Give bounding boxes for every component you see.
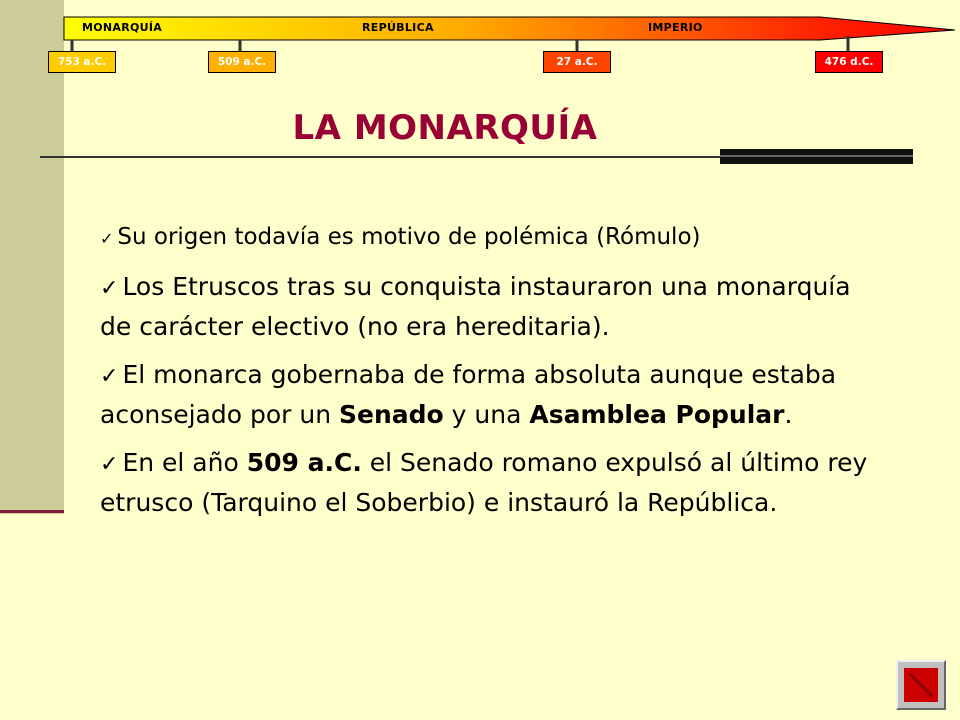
bullet-text: Su origen todavía es motivo de polémica (Rómulo) — [117, 224, 701, 250]
era-label-imperio: IMPERIO — [648, 21, 703, 34]
checkmark-icon: ✓ — [100, 452, 119, 477]
bullet-text-bold: Asamblea Popular — [529, 400, 785, 429]
bullet-text: y una — [443, 400, 530, 429]
bullet-list — [100, 218, 870, 532]
date-box-753: 753 a.C. — [48, 51, 116, 73]
bullet-text: El monarca gobernaba de forma absoluta aunque estaba aconsejado por un — [100, 360, 837, 429]
bullet-text: . — [784, 400, 793, 429]
nav-button[interactable] — [896, 660, 946, 710]
checkmark-icon: ✓ — [100, 276, 119, 301]
bullet-text: En el año — [122, 448, 247, 477]
checkmark-icon: ✓ — [100, 364, 119, 389]
bullet-item — [100, 444, 870, 522]
bullet-item — [100, 356, 870, 434]
bullet-item — [100, 268, 870, 346]
era-label-monarquia: MONARQUÍA — [82, 21, 163, 34]
bullet-text: el Senado romano expulsó al último rey etrusco (Tarquino el Soberbio) e instauró la República. — [100, 448, 868, 517]
diagonal-arrow-icon — [904, 668, 938, 702]
bullet-text-bold: Senado — [339, 400, 444, 429]
title-underline-accent — [720, 155, 913, 157]
checkmark-icon: ✓ — [100, 229, 114, 248]
title-underline — [40, 156, 720, 158]
date-box-509: 509 a.C. — [208, 51, 276, 73]
era-label-republica: REPÚBLICA — [362, 21, 434, 34]
bullet-item — [100, 218, 870, 258]
sidebar-divider — [0, 510, 64, 513]
date-box-476: 476 d.C. — [815, 51, 883, 73]
bullet-text: Los Etruscos tras su conquista instauraron una monarquía de carácter electivo (no era hereditaria). — [100, 272, 851, 341]
slide-title: LA MONARQUÍA — [292, 108, 598, 148]
bullet-text-bold: 509 a.C. — [246, 448, 362, 477]
nav-button-face — [904, 668, 938, 702]
date-box-27: 27 a.C. — [543, 51, 611, 73]
